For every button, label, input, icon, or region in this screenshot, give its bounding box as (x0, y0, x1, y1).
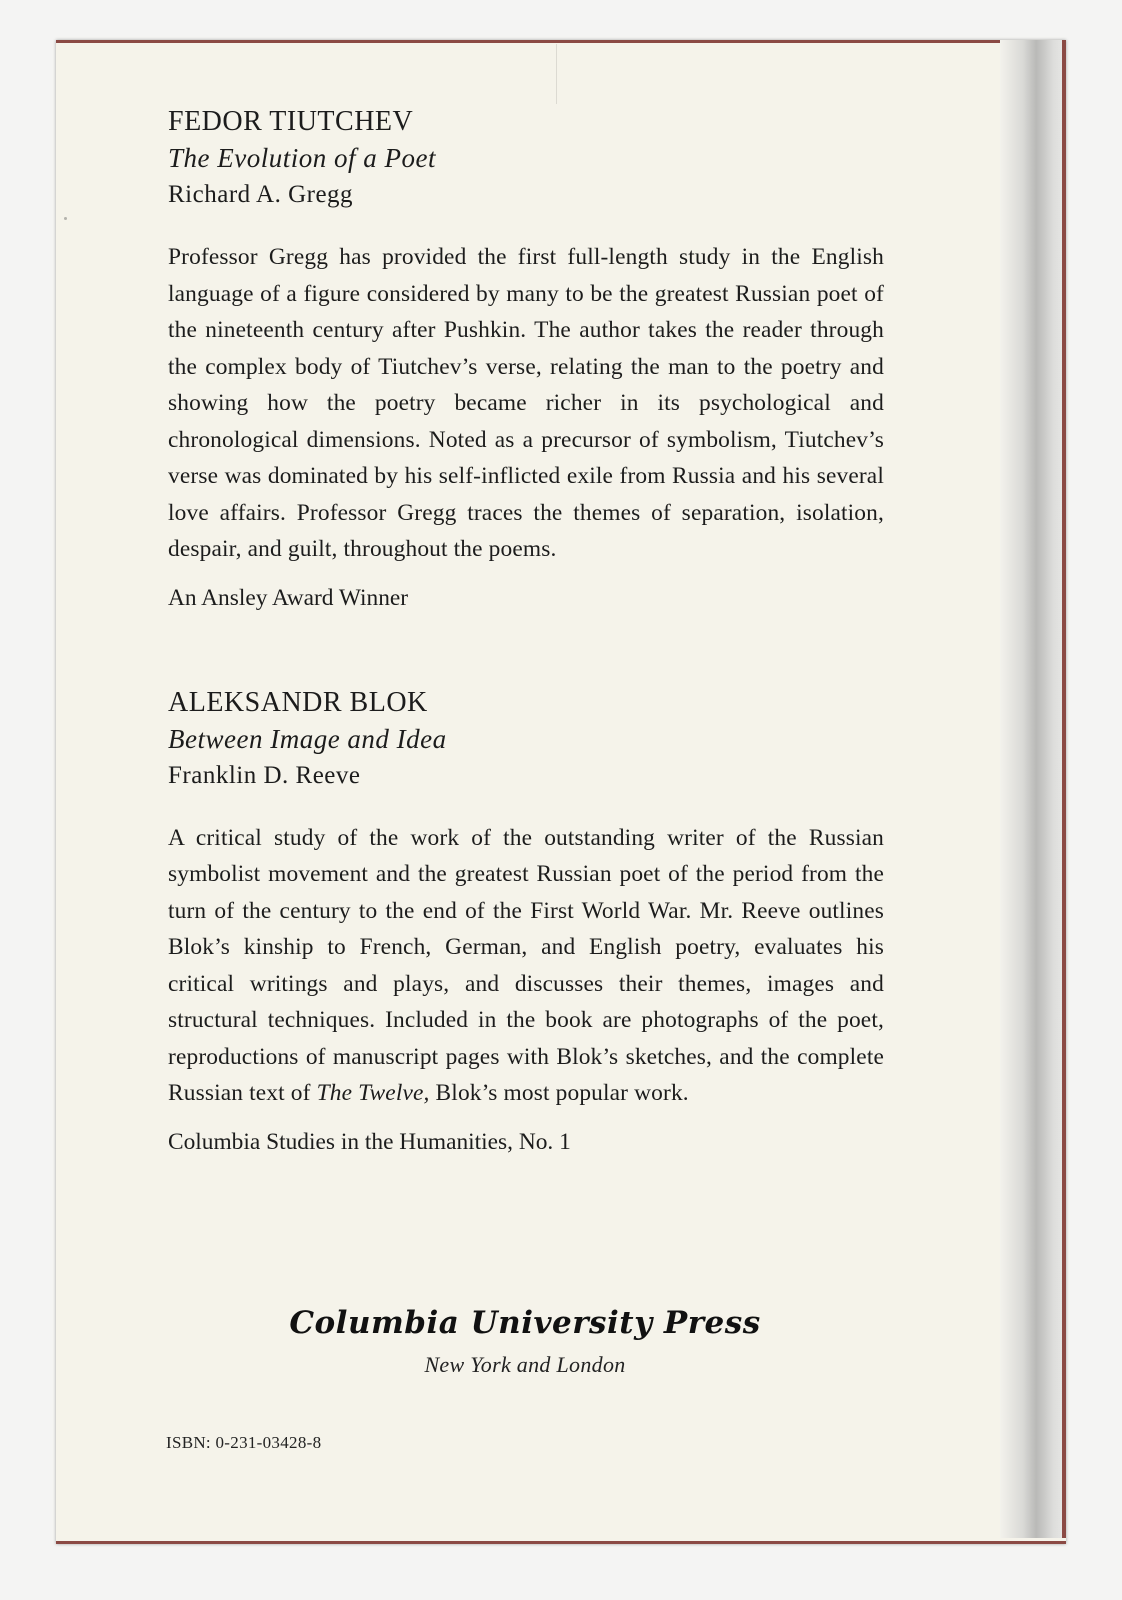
binding-edge (1062, 40, 1066, 1538)
publisher-name: Columbia University Press (289, 1305, 761, 1341)
book-description: Professor Gregg has provided the first full-length study in the English language of a figure considered by many to be the greatest Russian poet of the nineteenth century after Pushkin. The author takes the reader through the complex body of Tiutchev’s verse, relating the man to the poetry and showing how the poetry became richer in its psychological and chronological dimensions. Noted as a precursor of symbolism, Tiutchev’s verse was dominated by his self-inflicted exile from Russia and his several love affairs. Professor Gregg traces the themes of separation, isolation, despair, and guilt, throughout the poems. (168, 244, 884, 562)
book-entry-blok (168, 686, 884, 1160)
book-author: Richard A. Gregg (168, 181, 354, 208)
paper-speck (64, 217, 67, 220)
description-text: A critical study of the work of the outstanding writer of the Russian symbolist movement and the greatest Russian poet of the period from the turn of the century to the end of the First World War. Mr. Reeve outlines Blok’s kinship to French, German, and English poetry, evaluates his critical writings and plays, and discusses their themes, images and structural techniques. Included in the book are photographs of the poet, reproductions of manuscript pages with Blok’s sketches, and the complete Russian text of (168, 824, 884, 1106)
series-note: Columbia Studies in the Humanities, No. 1 (168, 1128, 571, 1155)
book-description (168, 820, 884, 1112)
book-author: Franklin D. Reeve (168, 761, 361, 789)
work-title-italic: The Twelve, (316, 1080, 430, 1106)
book-subtitle: The Evolution of a Poet (168, 143, 436, 173)
spine-shadow (1000, 40, 1066, 1538)
book-entry-tiutchev (168, 105, 884, 616)
book-list (168, 105, 884, 1160)
fold-crease (556, 44, 557, 104)
description-text-end: Blok’s most popular work. (429, 1080, 689, 1106)
award-note: An Ansley Award Winner (168, 584, 409, 611)
book-title: FEDOR TIUTCHEV (168, 106, 414, 137)
book-subtitle: Between Image and Idea (168, 723, 447, 754)
book-title: ALEKSANDR BLOK (168, 686, 428, 718)
isbn-number: ISBN: 0-231-03428-8 (166, 1433, 322, 1452)
publisher-place: New York and London (424, 1352, 626, 1377)
